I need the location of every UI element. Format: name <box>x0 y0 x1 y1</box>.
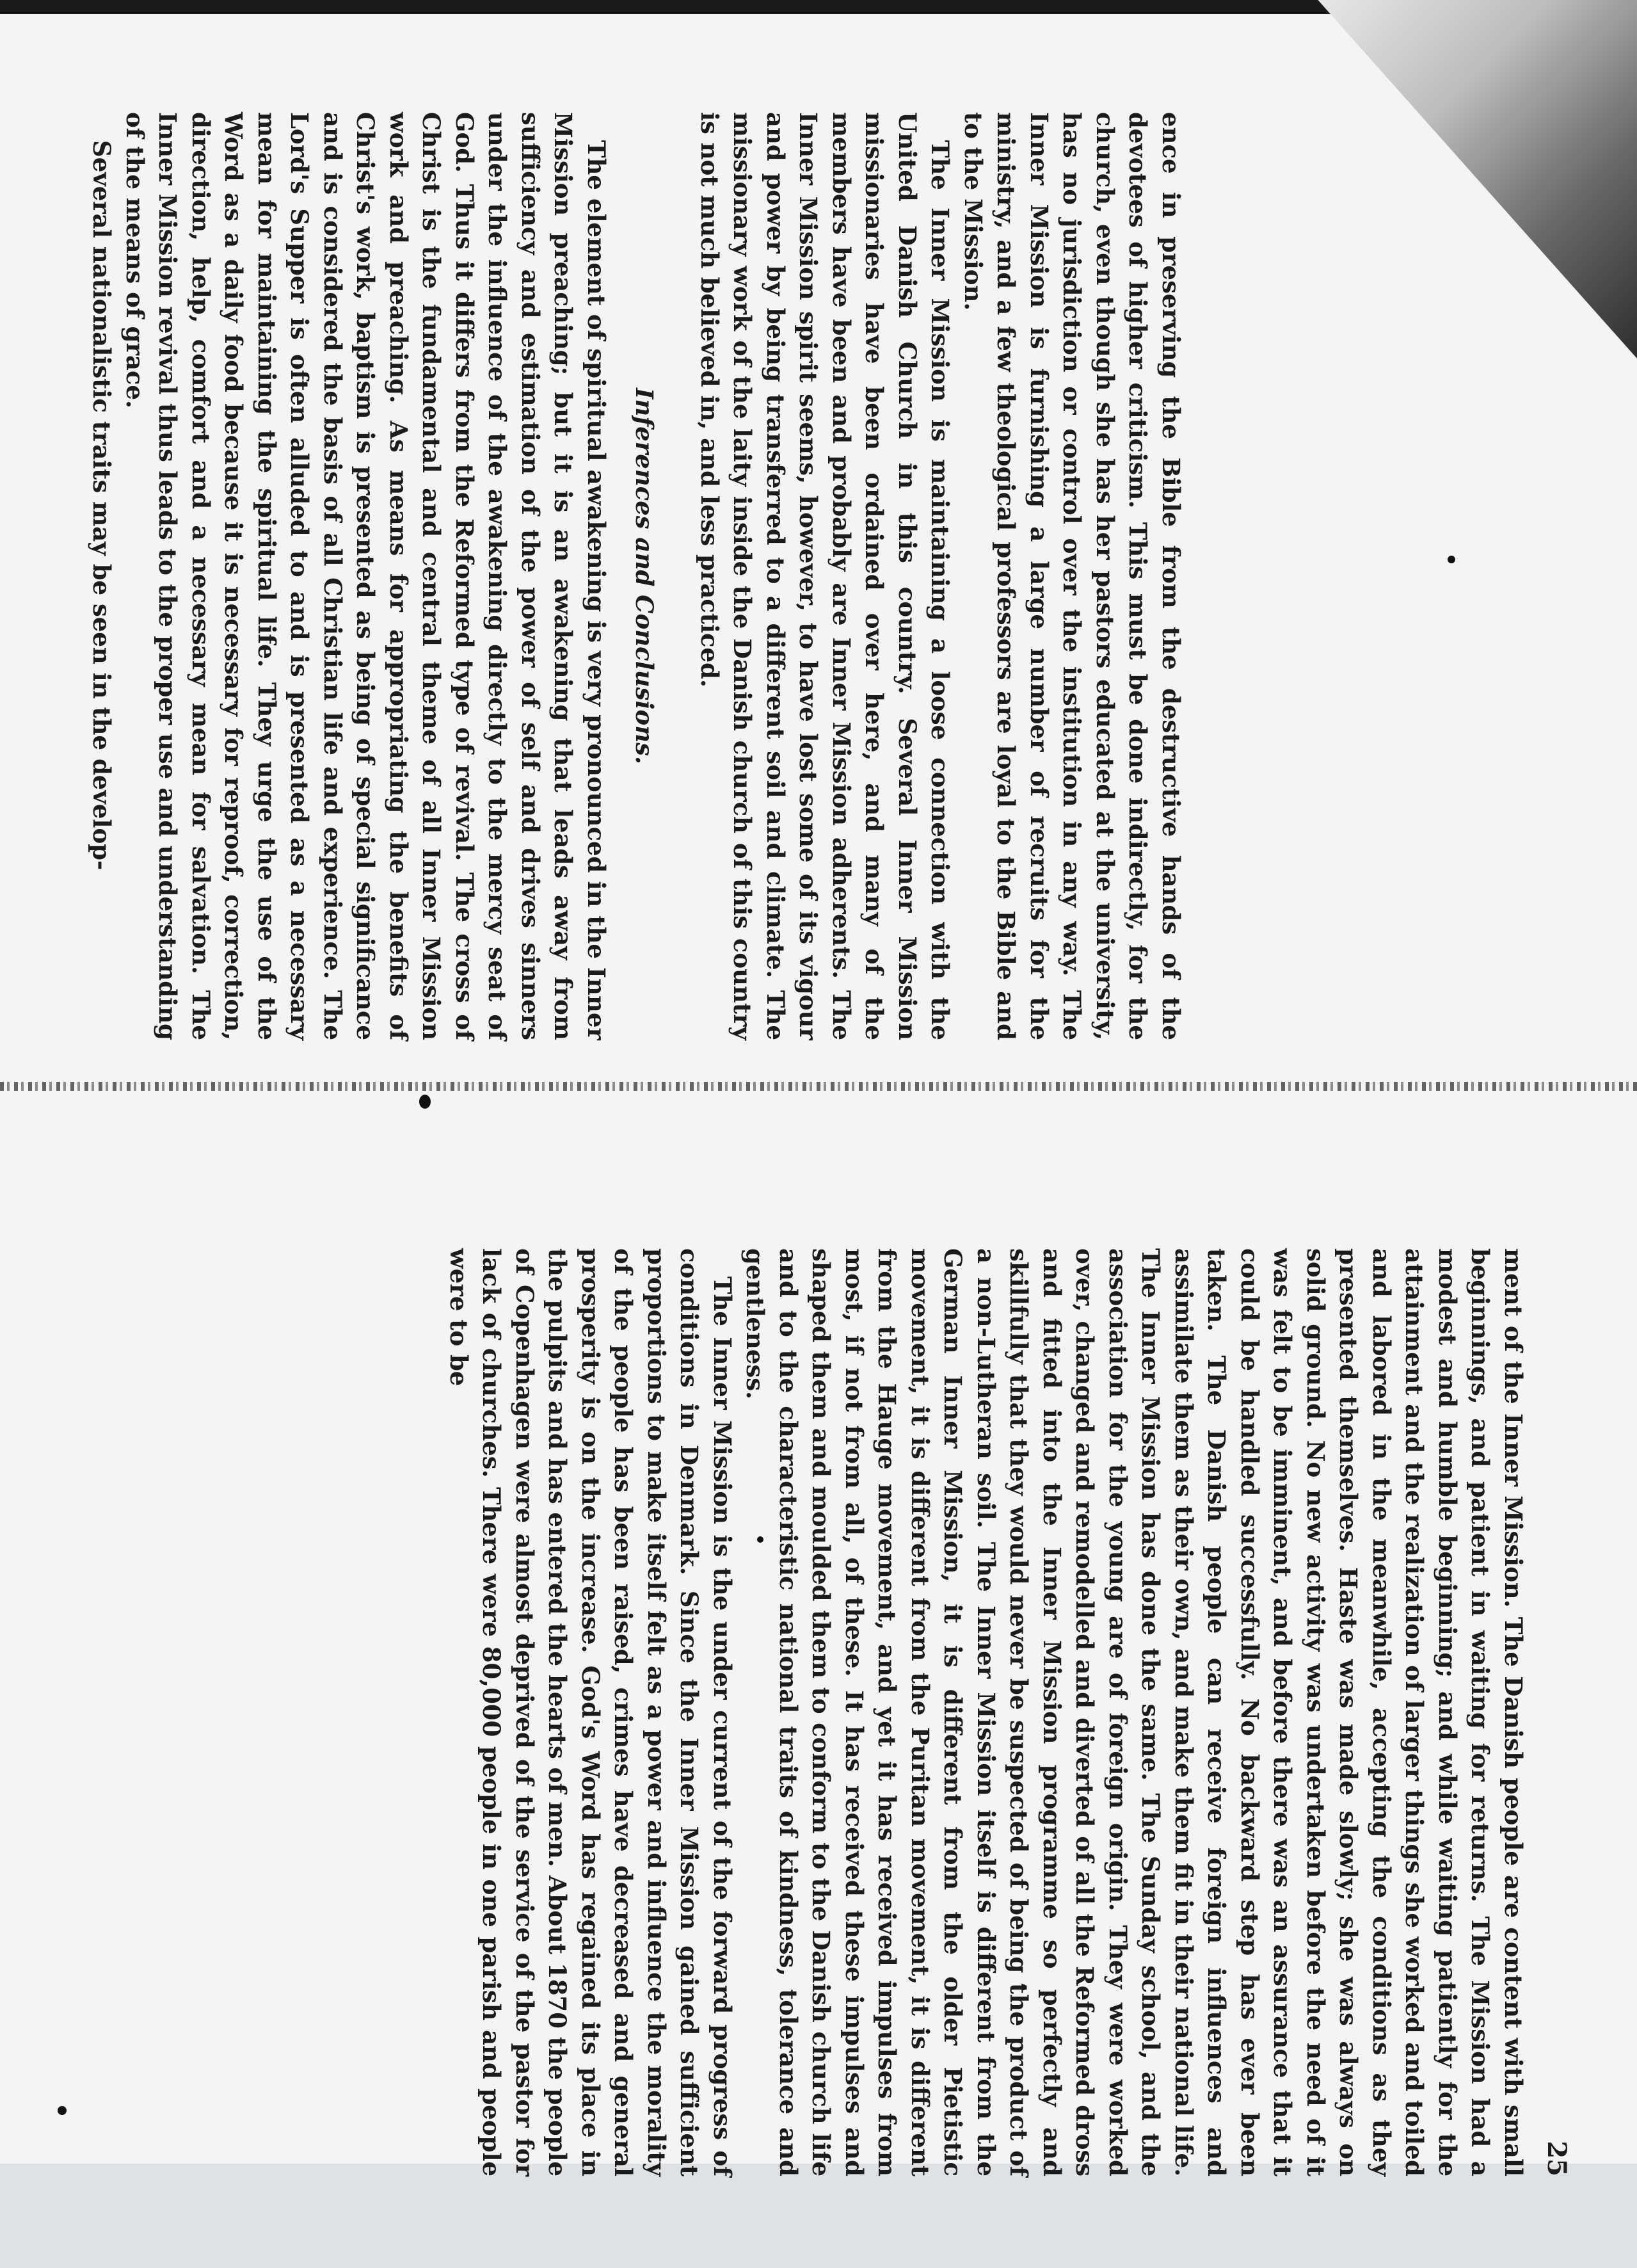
ink-speck <box>58 2106 67 2115</box>
left-page-text <box>85 112 1187 1040</box>
scanner-bottom-edge <box>0 2164 1637 2268</box>
ink-speck <box>419 1095 431 1109</box>
paragraph: ence in preserving the Bible from the destructive hands of the devotees of higher criticism. This must be done indirectly, for the church, even though she has her pastors educated at the university, has no jurisdiction or control over the institution in any way. The Inner Mission is furnishing a large number of recruits for the ministry, and a few theological professors are loyal to the Bible and to the Mission. <box>959 112 1185 1040</box>
paragraph: ment of the Inner Mission. The Danish people are content with small beginnings, and patient in waiting for returns. The Mission had a modest and humble beginning; and while waiting patiently for the attainment and the realization of larger things she worked and toiled and labored in the meanwhile, accepting the conditions as they presented themselves. Haste was made slowly; she was always on solid ground. No new activity was undertaken before the need of it was felt to be imminent, and before there was an assurance that it could be handled successfully. No backward step has ever been taken. The Danish people can receive foreign influences and assimilate them as their own, and make them fit in their national life. The Inner Mission has done the same. The Sunday school, and the association for the young are of foreign origin. They were worked over, changed and remodelled and diverted of all the Reformed dross and fitted into the Inner Mission programme so perfectly and skillfully that they would never be suspected of being the product of a non-Lutheran soil. The Inner Mission itself is different from the German Inner Mission, it is different from the older Pietistic movement, it is different from the Puritan movement, it is different from the Hauge movement, and yet it has received impulses from most, if not from all, of these. It has received these impulses and shaped them and moulded them to conform to the Danish church life and to the characteristic national traits of kindness, tolerance and gentleness. <box>741 1248 1528 2176</box>
paragraph: The Inner Mission is the under current of the forward progress of conditions in Denmark. Since the Inner Mission gained sufficient proportions to make itself felt as a power and influence the morality of the people has been raised, crimes have decreased and general prosperity is on the increase. God's Word has regained its place in the pulpits and has entered the hearts of men. About 1870 the people of Copenhagen were almost deprived of the service of the pastor for lack of churches. There were 80,000 people in one parish and people were to be <box>445 1248 737 2176</box>
section-heading: Inferences and Conclusions. <box>630 388 659 764</box>
paragraph: Several nationalistic traits may be seen in the develop- <box>88 140 116 871</box>
right-page-text <box>442 1248 1572 2176</box>
ink-speck <box>1448 556 1455 563</box>
book-gutter <box>0 1082 1637 1091</box>
paragraph: The Inner Mission is maintaining a loose connection with the United Danish Church in this country. Several Inner Mission missionaries have been ordained over here, and many of the members have been and probably are Inner Mission adherents. The Inner Mission spirit seems, however, to have lost some of its vigour and power by being transferred to a different soil and climate. The missionary work of the laity inside the Danish church of this country is not much believed in, and less practiced. <box>696 112 955 1040</box>
page-number: 25 <box>1542 2141 1572 2176</box>
paragraph: The element of spiritual awakening is very pronounced in the Inner Mission preaching; but it is an awakening that leads away from sufficiency and estimation of the power of self and drives sinners under the influence of the awakening directly to the mercy seat of God. Thus it differs from the Reformed type of revival. The cross of Christ is the fundamental and central theme of all Inner Mission work and preaching. As means for appropriating the benefits of Christ's work, baptism is presented as being of special significance and is considered the basis of all Christian life and experience. The Lord's Supper is often alluded to and is presented as a necessary mean for maintaining the spiritual life. They urge the use of the Word as a daily food because it is necessary for reproof, correction, direction, help, comfort and a necessary mean for salvation. The Inner Mission revival thus leads to the proper use and understanding of the means of grace. <box>121 112 611 1040</box>
